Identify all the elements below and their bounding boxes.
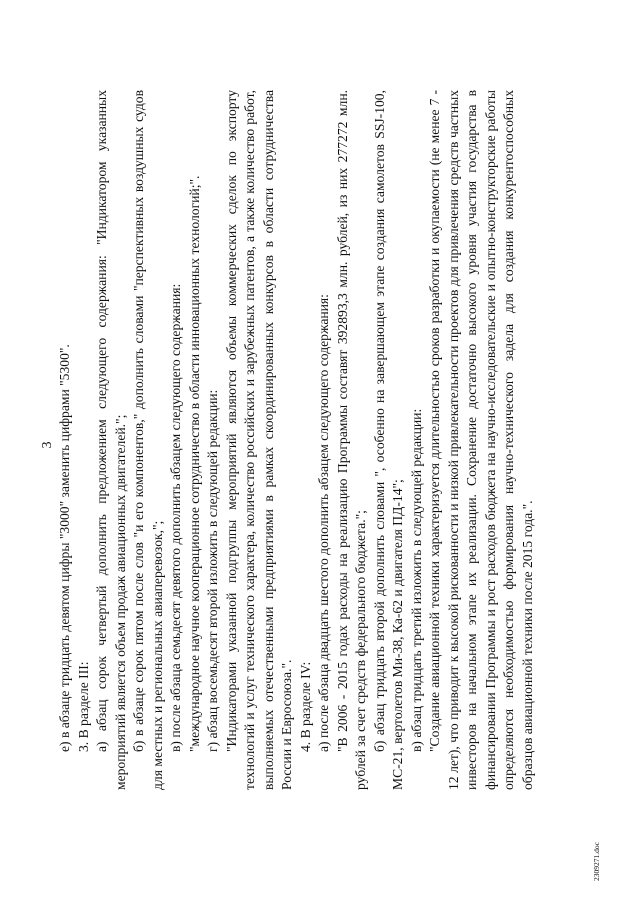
paragraph: "Создание авиационной техники характеризуется длительностью сроков разработки и окупаемости (не менее 7 - 12 лет), что приводит к высокой рискованности и низкой привлекательности проектов для привлечения средств частных инвесторов на начальном этапе их реализации. Сохранение достаточно высокого уровня участия государства в финансировании Программы и рост расходов бюджета на научно-исследовательские и опытно-конструкторские работы определяются необходимостью формирования научно-технического задела для создания конкурентоспособных образцов авиационной техники после 2015 года.". [427, 90, 535, 790]
paragraph: б) в абзаце сорок пятом после слов "и его компонентов," дополнить словами "перспективных воздушных судов для местных и региональных авиаперевозок,"; [131, 90, 165, 790]
paragraph: в) после абзаца семьдесят девятого дополнить абзацем следующего содержания: [168, 283, 183, 752]
paragraph: е) в абзаце тридцать девятом цифры "3000" заменить цифрами "5300". [57, 344, 72, 752]
section-heading: 3. В разделе III: [75, 661, 91, 752]
file-name-footer: 2309271.doc [592, 842, 601, 881]
section-heading: 4. В разделе IV: [297, 661, 313, 752]
paragraph: "В 2006 - 2015 годах расходы на реализацию Программы составят 392893,3 млн. рублей, из них 277272 млн. рублей за счет средств федерального бюджета."; [334, 90, 368, 790]
paragraph: а) после абзаца двадцать шестого дополнить абзацем следующего содержания: [316, 294, 331, 752]
paragraph: г) абзац восемьдесят второй изложить в следующей редакции: [205, 389, 220, 752]
paragraph: б) абзац тридцать второй дополнить словами ", особенно на завершающем этапе создания самолетов SSJ-100, МС-21, вертолетов Ми-38, Ка-62 и двигателя ПД-14"; [371, 90, 405, 790]
paragraph: "Индикаторами указанной подгруппы мероприятий являются объемы коммерческих сделок по экспорту технологий и услуг технического характера, количество российских и зарубежных патентов, а также количество работ, выполняемых отечественными предприятиями в рамках скоординированных конкурсов в области сотрудничества России и Евросоюза.". [223, 90, 294, 790]
page-number: 3 [40, 441, 55, 449]
document-body [56, 90, 537, 790]
paragraph: а) абзац сорок четвертый дополнить предложением следующего содержания: "Индикатором указанных мероприятий является объем продаж авиационных двигателей."; [94, 90, 128, 790]
paragraph: "международное научное кооперационное сотрудничество в области инновационных технологий;". [186, 175, 202, 752]
paragraph: в) абзац тридцать третий изложить в следующей редакции: [408, 408, 424, 752]
